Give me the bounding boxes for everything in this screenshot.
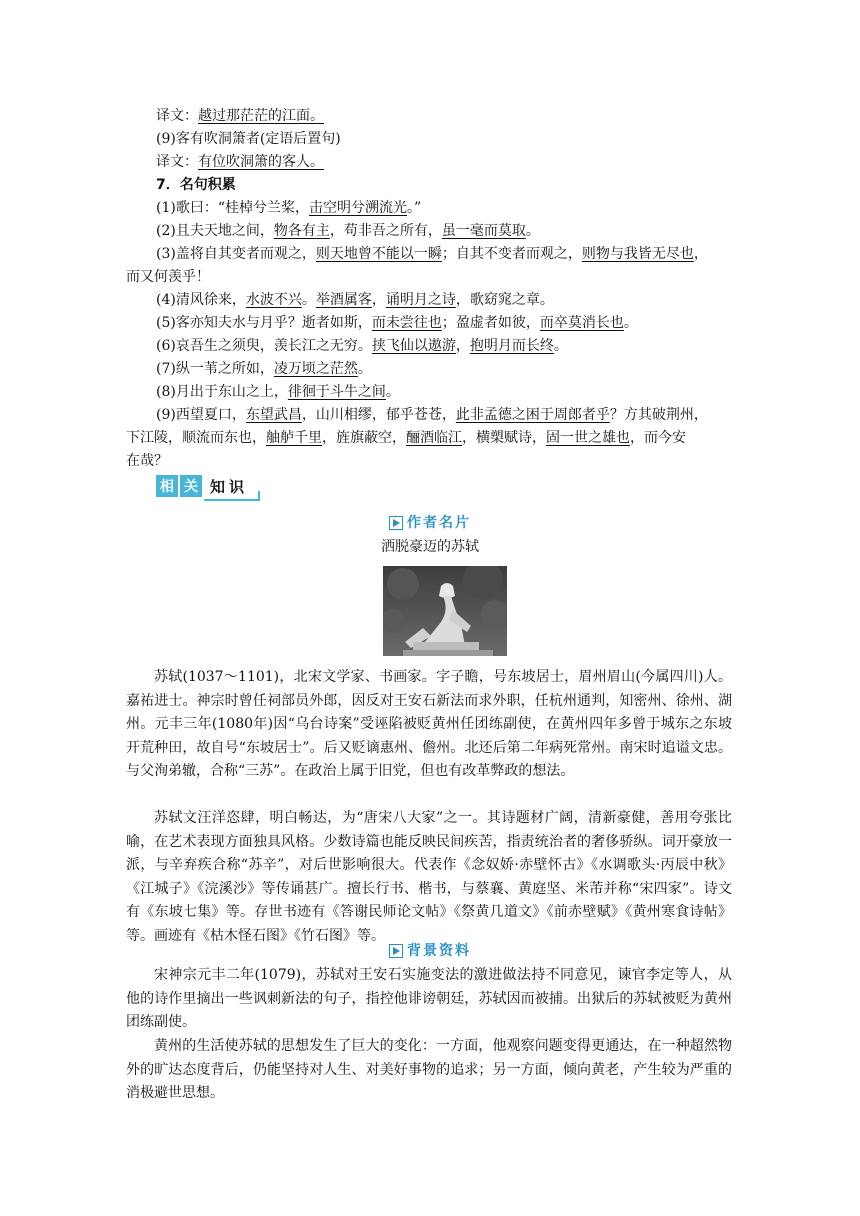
translation-line-9 bbox=[156, 152, 716, 172]
quote-text: ，苟非吾之所有， bbox=[329, 223, 442, 239]
quote-text: (9)西望夏口， bbox=[156, 407, 246, 423]
answer-underlined: 物各有主 bbox=[273, 223, 330, 239]
quote-text: 。 bbox=[525, 223, 540, 239]
answer-underlined: 举酒属客 bbox=[315, 292, 372, 308]
translation-line-8 bbox=[156, 106, 716, 126]
quote-text: ， bbox=[693, 246, 708, 262]
background-label: 背景资料 bbox=[407, 943, 471, 959]
answer-underlined: 此非孟德之困于周郎者乎 bbox=[455, 407, 610, 423]
answer-underlined: 则物与我皆无尽也 bbox=[581, 246, 694, 262]
quote-text: (3)盖将自其变者而观之， bbox=[156, 246, 316, 262]
quote-text: (7)纵一苇之所如， bbox=[156, 361, 274, 377]
quote-8 bbox=[156, 382, 716, 402]
background-label-wrap bbox=[389, 941, 471, 961]
author-card-heading bbox=[0, 513, 860, 536]
banner-char-1: 相 bbox=[156, 475, 178, 497]
author-card-label-wrap bbox=[389, 513, 471, 533]
background-paragraph-1: 宋神宗元丰二年(1079)，苏轼对王安石实施变法的激进做法持不同意见，谏官李定等人，从他的诗作里摘出一些讽刺新法的句子，指控他诽谤朝廷，苏轼因而被捕。出狱后的苏轼被贬为黄州团练副使。 bbox=[126, 967, 732, 1030]
translation-label: 译文： bbox=[156, 154, 198, 170]
quote-text: ？方其破荆州， bbox=[609, 407, 708, 423]
answer-underlined: 而卒莫消长也 bbox=[539, 315, 624, 331]
bio-paragraph-2: 苏轼文汪洋恣肆，明白畅达，为“唐宋八大家”之一。其诗题材广阔，清新豪健，善用夸张比喻，在艺术表现方面独具风格。少数诗篇也能反映民间疾苦，指责统治者的奢侈骄纵。词开豪放一派，与辛弃疾合称“苏辛”，对后世影响很大。代表作《念奴娇·赤壁怀古》《水调歌头·丙辰中秋》《江城子》《浣溪沙》等传诵甚广。擅长行书、楷书，与蔡襄、黄庭坚、米芾并称“宋四家”。诗文有《东坡七集》等。存世书迹有《答谢民师论文帖》《祭黄几道文》《前赤壁赋》《黄州寒食诗帖》等。画迹有《枯木怪石图》《竹石图》等。 bbox=[126, 810, 732, 944]
background-paragraph-2: 黄州的生活使苏轼的思想发生了巨大的变化：一方面，他观察问题变得更通达，在一种超然物外的旷达态度背后，仍能坚持对人生、对美好事物的追求；另一方面，倾向黄老，产生较为严重的消极避世思想。 bbox=[126, 1038, 732, 1101]
quote-3 bbox=[156, 244, 716, 264]
banner-title: 知识 bbox=[210, 477, 249, 496]
sentence-9: (9)客有吹洞箫者(定语后置句) bbox=[156, 131, 341, 147]
quote-6 bbox=[156, 336, 716, 356]
quote-2 bbox=[156, 221, 716, 241]
answer-underlined: 抱明月而长终 bbox=[469, 338, 554, 354]
answer-underlined: 凌万顷之茫然 bbox=[273, 361, 358, 377]
answer-underlined: 挟飞仙以遨游 bbox=[371, 338, 456, 354]
quote-text: (8)月出于东山之上， bbox=[156, 384, 288, 400]
quote-5 bbox=[156, 313, 716, 333]
answer-underlined: 固一世之雄也 bbox=[546, 430, 630, 446]
background-heading bbox=[0, 941, 860, 964]
play-icon bbox=[389, 516, 403, 530]
answer-underlined: 击空明兮溯流光 bbox=[309, 200, 407, 216]
answer-underlined: 则天地曾不能以一瞬 bbox=[315, 246, 442, 262]
quote-4 bbox=[156, 290, 716, 310]
answer-underlined: 有位吹洞箫的客人。 bbox=[198, 154, 324, 170]
quote-1 bbox=[156, 198, 716, 218]
quote-text: ，歌窈窕之章。 bbox=[455, 292, 554, 308]
author-card-title: 洒脱豪迈的苏轼 bbox=[381, 539, 479, 555]
quote-text: (5)客亦知夫水与月乎？逝者如斯， bbox=[156, 315, 372, 331]
banner-underline bbox=[204, 499, 260, 501]
quote-text: 。 bbox=[301, 292, 316, 308]
quote-text: ；盈虚者如彼， bbox=[441, 315, 540, 331]
quote-9-cont bbox=[126, 428, 686, 448]
quote-text: ，而今安 bbox=[630, 430, 686, 446]
quote-text: 。 bbox=[553, 338, 568, 354]
answer-underlined: 东望武昌 bbox=[245, 407, 302, 423]
quote-text: 。 bbox=[385, 384, 400, 400]
quote-9 bbox=[156, 405, 716, 425]
answer-underlined: 酾酒临江 bbox=[406, 430, 462, 446]
answer-underlined: 越过那茫茫的江面。 bbox=[198, 108, 324, 124]
quote-text: (6)哀吾生之须臾，羡长江之无穷。 bbox=[156, 338, 372, 354]
play-icon bbox=[389, 944, 403, 958]
translation-label: 译文： bbox=[156, 108, 198, 124]
quote-text: ，山川相缪，郁乎苍苍， bbox=[301, 407, 456, 423]
quote-text: ；自其不变者而观之， bbox=[441, 246, 582, 262]
quote-text: 。 bbox=[623, 315, 638, 331]
quote-text: (2)且夫天地之间， bbox=[156, 223, 274, 239]
author-card-label: 作者名片 bbox=[407, 515, 471, 531]
section-heading-7: 7．名句积累 bbox=[156, 177, 236, 193]
quote-text: (4)清风徐来， bbox=[156, 292, 246, 308]
su-shi-statue-photo bbox=[383, 566, 507, 656]
answer-underlined: 徘徊于斗牛之间 bbox=[287, 384, 386, 400]
section-banner bbox=[156, 474, 248, 498]
answer-underlined: 水波不兴 bbox=[245, 292, 302, 308]
quote-text: 下江陵，顺流而东也， bbox=[126, 430, 266, 446]
quote-7 bbox=[156, 359, 716, 379]
quote-3-cont: 而又何羡乎！ bbox=[126, 269, 210, 285]
quote-text: ， bbox=[371, 292, 386, 308]
bio-paragraph-1: 苏轼(1037～1101)，北宋文学家、书画家。字子瞻，号东坡居士，眉州眉山(今属四川)人。嘉祐进士。神宗时曾任祠部员外郎，因反对王安石新法而求外职，任杭州通判，知密州、徐州、湖州。元丰三年(1080年)因“乌台诗案”受诬陷被贬黄州任团练副使，在黄州四年多曾于城东之东坡开荒种田，故自号“东坡居士”。后又贬谪惠州、儋州。北还后第二年病死常州。南宋时追谥文忠。与父洵弟辙，合称“三苏”。在政治上属于旧党，但也有改革弊政的想法。 bbox=[126, 669, 732, 779]
answer-underlined: 舳舻千里 bbox=[266, 430, 322, 446]
quote-text: 。” bbox=[407, 200, 422, 216]
quote-text: (1)歌曰：“桂棹兮兰桨， bbox=[156, 200, 309, 216]
banner-char-2: 关 bbox=[180, 475, 202, 497]
answer-underlined: 诵明月之诗 bbox=[385, 292, 456, 308]
quote-text: 。 bbox=[357, 361, 372, 377]
answer-underlined: 虽一毫而莫取 bbox=[441, 223, 526, 239]
quote-text: ， bbox=[455, 338, 470, 354]
quote-text: ，横槊赋诗， bbox=[462, 430, 546, 446]
answer-underlined: 而未尝往也 bbox=[371, 315, 442, 331]
quote-9-end: 在哉？ bbox=[126, 453, 168, 469]
quote-text: ，旌旗蔽空， bbox=[322, 430, 406, 446]
banner-underline-cap bbox=[258, 491, 260, 501]
